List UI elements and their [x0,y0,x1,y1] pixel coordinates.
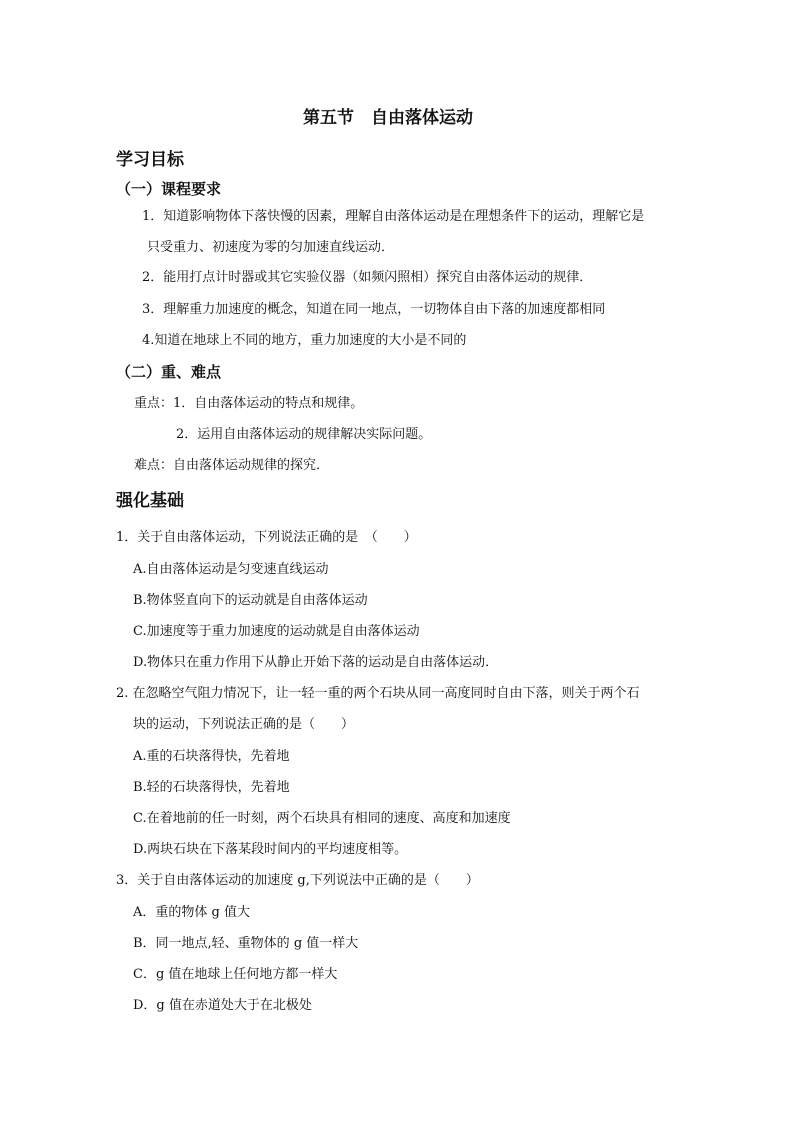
goal-item-4: 4.知道在地球上不同的地方，重力加速度的大小是不同的 [142,333,467,348]
question-3-option-c: C．g 值在地球上任何地方都一样大 [133,967,338,982]
goal-item-1: 1．知道影响物体下落快慢的因素，理解自由落体运动是在理想条件下的运动，理解它是 [142,209,645,224]
subheading-course-requirements: （一）课程要求 [116,180,222,198]
subheading-key-points: （二）重、难点 [116,363,222,381]
question-2-stem: 2. 在忽略空气阻力情况下，让一轻一重的两个石块从同一高度同时自由下落，则关于两个石 [116,686,640,701]
question-2-stem-continued: 块的运动，下列说法正确的是（ ） [133,717,355,732]
goal-item-1-continued: 只受重力、初速度为零的匀加速直线运动． [147,240,395,255]
question-1-option-a: A.自由落体运动是匀变速直线运动 [133,562,329,577]
question-2-option-a: A.重的石块落得快，先着地 [133,749,290,764]
goal-item-2: 2．能用打点计时器或其它实验仪器（如频闪照相）探究自由落体运动的规律． [142,270,593,285]
question-3-option-a: A．重的物体 g 值大 [133,905,250,920]
question-1-stem: 1．关于自由落体运动，下列说法正确的是 （ ） [116,530,417,545]
section-heading-goals: 学习目标 [116,150,184,170]
question-2-option-b: B.轻的石块落得快，先着地 [133,780,290,795]
section-heading-basics: 强化基础 [116,491,184,511]
question-3-option-b: B．同一地点,轻、重物体的 g 值一样大 [133,936,359,951]
question-3-stem: 3．关于自由落体运动的加速度 g,下列说法中正确的是（ ） [116,873,479,888]
difficulty-point: 难点：自由落体运动规律的探究． [134,458,330,473]
goal-item-3: 3．理解重力加速度的概念，知道在同一地点，一切物体自由下落的加速度都相同 [142,302,606,317]
question-1-option-c: C.加速度等于重力加速度的运动就是自由落体运动 [133,624,420,639]
question-3-option-d: D．g 值在赤道处大于在北极处 [133,998,312,1013]
key-point-1: 重点：1．自由落体运动的特点和规律。 [134,396,364,411]
question-2-option-d: D.两块石块在下落某段时间内的平均速度相等。 [133,842,408,857]
page-title: 第五节 自由落体运动 [303,108,473,128]
question-1-option-d: D.物体只在重力作用下从静止开始下落的运动是自由落体运动． [133,655,499,670]
question-2-option-c: C.在着地前的任一时刻，两个石块具有相同的速度、高度和加速度 [133,811,511,826]
key-point-2: 2．运用自由落体运动的规律解决实际问题。 [176,427,432,442]
question-1-option-b: B.物体竖直向下的运动就是自由落体运动 [133,593,368,608]
